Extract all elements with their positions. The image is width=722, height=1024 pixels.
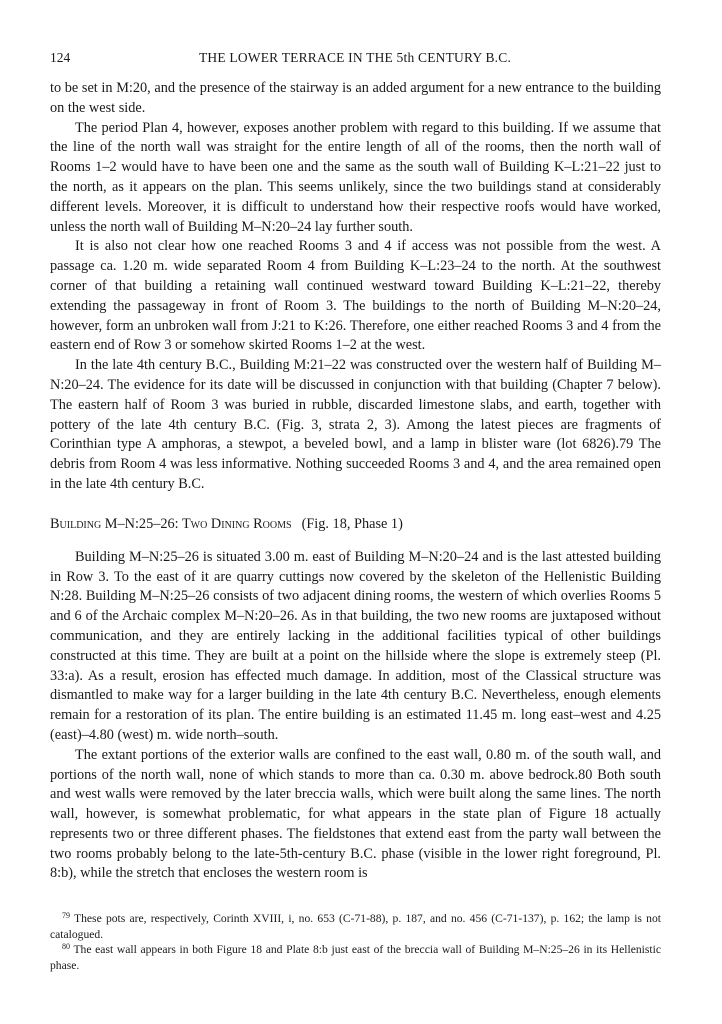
footnote-number: 79 [62,911,70,920]
section-heading [50,514,661,534]
page-number: 124 [50,50,71,65]
footnote-text: These pots are, respectively, Corinth XVIII, i, no. 653 (C-71-88), p. 187, and no. 456 (C-71-137), p. 162; the lamp is not catalogued. [50,912,661,941]
footnote-number: 80 [62,942,70,952]
footnotes [50,911,661,973]
page-header [50,49,660,67]
footnote-text: The east wall appears in both Figure 18 and Plate 8:b just east of the breccia wall of Building M–N:25–26 in its Hellenistic phase. [50,943,661,972]
paragraph: to be set in M:20, and the presence of the stairway is an added argument for a new entrance to the building on the west side. [50,80,661,116]
running-head: THE LOWER TERRACE IN THE 5th CENTURY B.C. [198,50,512,65]
paragraph: Building M–N:25–26 is situated 3.00 m. east of Building M–N:20–24 and is the last attested building in Row 3. To the east of it are quarry cuttings now covered by the skeleton of the Hellenistic Building N:28. Building M–N:25–26 consists of two adjacent dining rooms, the western of which overlies Rooms 5 and 6 of the Archaic complex M–N:20–26. As in that building, the two new rooms are juxtaposed without communication, and they are entirely lacking in the additional facilities typical of other buildings constructed at this time. They are built at a point on the hillside where the slope is extremely steep (Pl. 33:a). As a result, erosion has effected much damage. In addition, most of the Classical structure was dismantled to make way for a larger building in the late 4th century B.C. Nevertheless, enough elements remain for a restoration of its plan. The entire building is an estimated 11.45 m. long east–west and 4.25 (east)–4.80 (west) m. wide north–south. [50,548,661,743]
section-title: Building M–N:25–26: Two Dining Rooms [50,515,292,532]
paragraph: The extant portions of the exterior walls are confined to the east wall, 0.80 m. of the south wall, and portions of the north wall, none of which stands to more than ca. 0.30 m. above bedrock.80 Both south and west walls were removed by the later breccia walls, which were built along the same lines. The north wall, however, is somewhat problematic, for what appears in the state plan of Figure 18 actually represents two or three different phases. The fieldstones that extend east from the party wall between the two rooms probably belong to the late-5th-century B.C. phase (visible in the lower right foreground, Pl. 8:b), while the stretch that encloses the western room is [50,746,661,882]
paragraph: The period Plan 4, however, exposes another problem with regard to this building. If we assume that the line of the north wall was straight for the entire length of all of the rooms, then the north wall of Rooms 1–2 would have to have been one and the same as the south wall of Building K–L:21–22 just to the north, as it appears on the plan. This seems unlikely, since the two buildings stand at considerably different levels. Moreover, it is difficult to understand how their respective roofs would have worked, unless the north wall of Building M–N:20–24 lay further south. [50,119,661,235]
figure-reference: (Fig. 18, Phase 1) [301,515,403,532]
footnote [50,942,661,973]
paragraph: In the late 4th century B.C., Building M:21–22 was constructed over the western half of Building M–N:20–24. The evidence for its date will be discussed in conjunction with that building (Chapter 7 below). The eastern half of Room 3 was buried in rubble, discarded limestone slabs, and earth, together with pottery of the late 4th century B.C. (Fig. 3, strata 2, 3). Among the latest pieces are fragments of Corinthian type A amphoras, a stewpot, a beveled bowl, and a lamp in blister ware (lot 6826).79 The debris from Room 4 was less informative. Nothing succeeded Rooms 3 and 4, and the area remained open in the late 4th century B.C. [50,357,661,492]
footnote [50,911,661,942]
body-text [50,79,661,884]
paragraph: It is also not clear how one reached Rooms 3 and 4 if access was not possible from the west. A passage ca. 1.20 m. wide separated Room 4 from Building K–L:23–24 to the north. At the southwest corner of that building a retaining wall continued westward toward Building K–L:21–22, thereby extending the passageway in front of Room 3. The buildings to the north of Building M–N:20–24, however, form an unbroken wall from J:21 to K:26. Therefore, one either reached Rooms 3 and 4 from the eastern end of Row 3 or somehow skirted Rooms 1–2 at the west. [50,238,661,354]
